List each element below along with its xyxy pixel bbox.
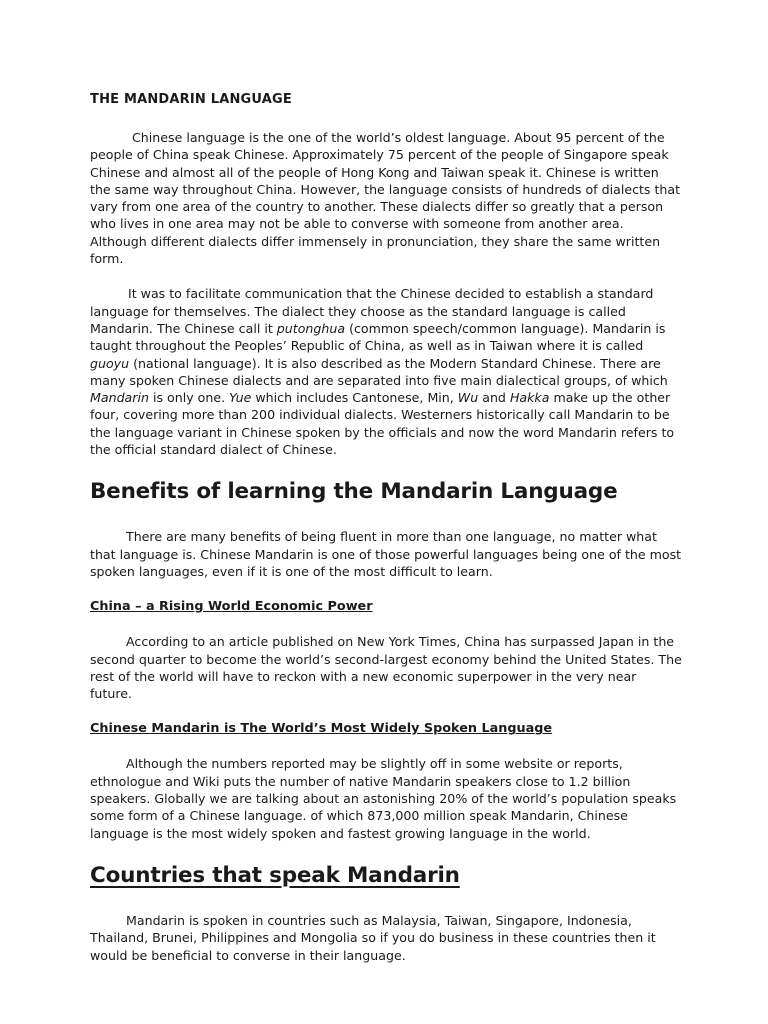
text-run: and: [478, 390, 510, 406]
text-run: make up the other four, covering more than 200 individual dialects. Westerners historically call Mandarin to be the language variant in Chinese spoken by the officials and now the word Mandarin refers to the official standard dialect of Chinese.: [90, 390, 675, 458]
countries-heading: Countries that speak Mandarin: [90, 862, 460, 888]
term-hakka: Hakka: [509, 390, 550, 406]
most-spoken-paragraph: Although the numbers reported may be slightly off in some website or reports, ethnologue and Wiki puts the number of native Mandarin speakers close to 1.2 billion speakers. Globally we are talking about an astonishing 20% of the world’s population speaks some form of a Chinese language. of which 873,000 million speak Mandarin, Chinese language is the most widely spoken and fastest growing language in the world.: [90, 756, 677, 841]
term-guoyu: guoyu: [90, 355, 130, 371]
document-page: [90, 92, 682, 964]
text-run: It was to facilitate communication that the Chinese decided to establish a standard language for themselves. The dialect they choose as the standard language is called Mandarin. The Chinese call it: [90, 286, 654, 336]
document-title: THE MANDARIN LANGUAGE: [90, 92, 292, 107]
term-yue: Yue: [229, 390, 252, 406]
term-wu: Wu: [457, 390, 479, 406]
text-run: (national language). It is also described as the Modern Standard Chinese. There are many spoken Chinese dialects and are separated into five main dialectical groups, of which: [90, 355, 668, 388]
term-putonghua: putonghua: [276, 320, 346, 336]
most-spoken-heading: Chinese Mandarin is The World’s Most Widely Spoken Language: [90, 721, 553, 737]
benefits-heading: Benefits of learning the Mandarin Language: [90, 479, 618, 505]
countries-paragraph: Mandarin is spoken in countries such as Malaysia, Taiwan, Singapore, Indonesia, Thailand, Brunei, Philippines and Mongolia so if you do business in these countries then it would be beneficial to converse in their language.: [90, 912, 656, 963]
intro-paragraph-1: Chinese language is the one of the world’s oldest language. About 95 percent of the people of China speak Chinese. Approximately 75 percent of the people of Singapore speak Chinese and almost all of the people of Hong Kong and Taiwan speak it. Chinese is written the same way throughout China. However, the language consists of hundreds of dialects that vary from one area of the country to another. These dialects differ so greatly that a person who lives in one area may not be able to converse with someone from another area. Although different dialects differ immensely in pronunciation, they share the same written form.: [90, 130, 681, 267]
text-run: which includes Cantonese, Min,: [251, 390, 458, 406]
term-mandarin: Mandarin: [90, 390, 149, 406]
benefits-paragraph: There are many benefits of being fluent in more than one language, no matter what that language is. Chinese Mandarin is one of those powerful languages being one of the most spoken languages, even if it is one of the most difficult to learn.: [90, 529, 682, 579]
economic-power-paragraph: According to an article published on New York Times, China has surpassed Japan in the second quarter to become the world’s second-largest economy behind the United States. The rest of the world will have to reckon with a new economic superpower in the very near future.: [90, 634, 682, 702]
text-run: (common speech/common language). Mandarin is taught throughout the Peoples’ Republic of China, as well as in Taiwan where it is called: [90, 320, 666, 354]
economic-power-heading: China – a Rising World Economic Power: [90, 599, 373, 615]
text-run: is only one.: [148, 390, 230, 406]
intro-paragraph-2: [90, 285, 682, 458]
